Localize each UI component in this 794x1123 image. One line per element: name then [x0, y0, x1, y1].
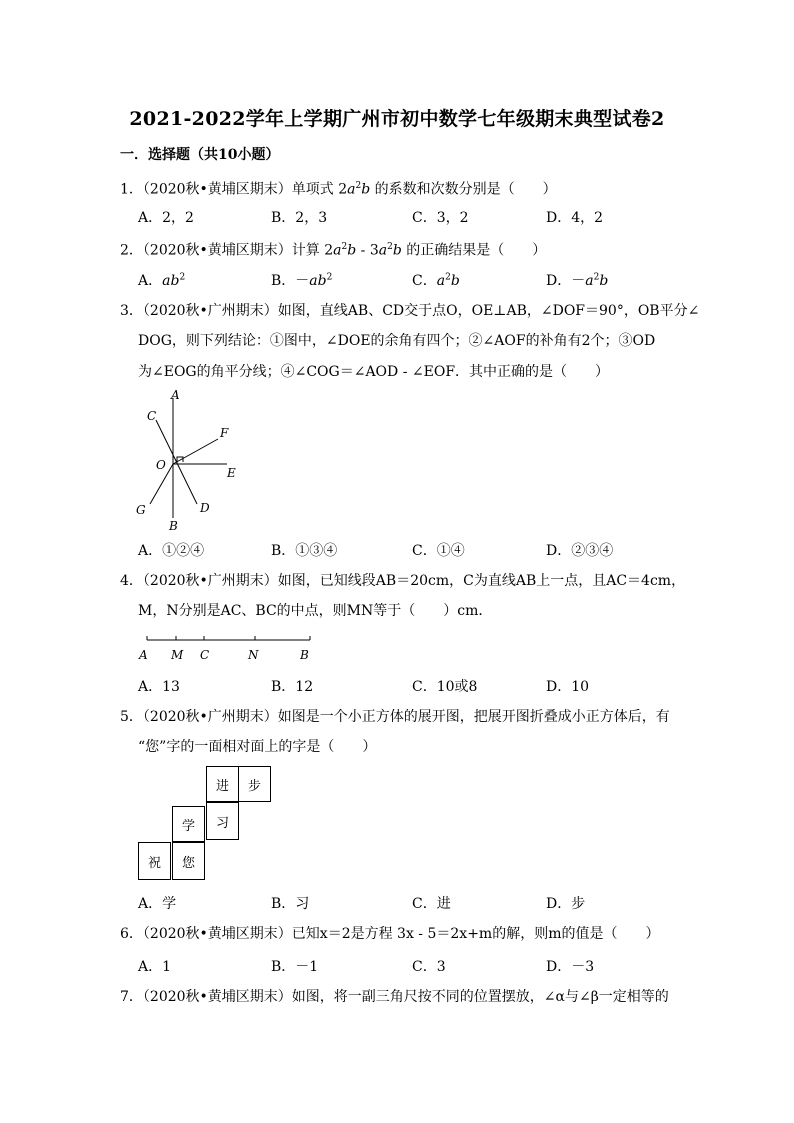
q3-option-b[interactable]: B．①③④ — [271, 543, 338, 559]
q2-term2-exp: 2 — [387, 242, 393, 252]
net-cell-xi: 习 — [206, 802, 239, 840]
question-2 — [120, 237, 546, 261]
cube-net-figure — [138, 766, 278, 882]
q2-term1-b: b — [347, 242, 357, 259]
q6-option-b[interactable]: B．－1 — [271, 959, 319, 975]
q2-option-c[interactable]: C．$a^2b$ — [412, 272, 460, 289]
question-4-line-2: M，N分别是AC、BC的中点，则MN等于（ ）cm． — [138, 603, 493, 619]
seg-label-c: C — [200, 648, 210, 662]
q5-option-a[interactable]: A．学 — [138, 896, 177, 912]
q1-exponent: 2 — [355, 181, 362, 191]
label-e: E — [227, 466, 236, 480]
q6-option-a[interactable]: A．1 — [138, 959, 172, 975]
q4-option-b[interactable]: B．12 — [271, 679, 314, 695]
label-f: F — [220, 426, 229, 440]
q5-option-d[interactable]: D．步 — [546, 896, 586, 912]
q2-text-mid: - 3 — [356, 242, 379, 259]
question-5-line-1: 5．（2020秋•广州期末）如图是一个小正方体的展开图，把展开图折叠成小正方体后，有 — [120, 709, 670, 725]
q2-option-b[interactable]: B．$-ab^2$ — [271, 272, 333, 289]
q1-text-post: 的系数和次数分别是（ ） — [370, 181, 557, 198]
question-1 — [120, 176, 557, 200]
net-cell-zhu: 祝 — [138, 842, 171, 880]
q2-option-d[interactable]: D．$-a^2b$ — [546, 272, 609, 289]
section-heading: 一．选择题（共10小题） — [120, 147, 280, 163]
q2-text-post: 的正确结果是（ ） — [401, 242, 547, 259]
q1-option-d[interactable]: D．4，2 — [546, 210, 604, 226]
q4-option-d[interactable]: D．10 — [546, 679, 590, 695]
label-o: O — [156, 458, 166, 472]
question-3-line-3: 为∠EOG的角平分线；④∠COG＝∠AOD - ∠EOF．其中正确的是（ ） — [138, 364, 610, 380]
question-5-line-2: “您”字的一面相对面上的字是（ ） — [138, 739, 377, 755]
q2-term1-exp: 2 — [341, 242, 348, 252]
net-cell-xue: 学 — [172, 806, 205, 842]
label-g: G — [136, 503, 146, 517]
q1-option-c[interactable]: C．3，2 — [412, 210, 469, 226]
q3-option-c[interactable]: C．①④ — [412, 543, 465, 559]
question-3-line-2: DOG，则下列结论：①图中，∠DOE的余角有四个；②∠AOF的补角有2个；③OD — [138, 333, 656, 349]
q6-option-d[interactable]: D．－3 — [546, 959, 595, 975]
net-cell-jin: 进 — [206, 766, 239, 802]
q1-var-b: b — [361, 181, 371, 198]
q6-option-c[interactable]: C．3 — [412, 959, 446, 975]
q2-text-pre: 2．（2020秋•黄埔区期末）计算 2 — [120, 242, 334, 259]
label-c: C — [147, 409, 157, 423]
ray-of — [173, 439, 218, 464]
q2-option-a[interactable]: A．$ab^2$ — [138, 272, 186, 289]
label-b: B — [169, 519, 178, 533]
q2-term1-a: a — [333, 242, 342, 259]
q2-term2-b: b — [392, 242, 402, 259]
q2-term2-a: a — [378, 242, 388, 259]
question-6: 6．（2020秋•黄埔区期末）已知x＝2是方程 3x - 5＝2x+m的解，则m的值是（ ） — [120, 926, 660, 942]
q3-option-d[interactable]: D．②③④ — [546, 543, 614, 559]
seg-label-m: M — [171, 648, 184, 662]
question-4-line-1: 4．（2020秋•广州期末）如图，已知线段AB＝20cm，C为直线AB上一点，且AC＝4cm， — [120, 573, 686, 589]
q4-option-a[interactable]: A．13 — [138, 679, 180, 695]
q1-option-b[interactable]: B．2，3 — [271, 210, 328, 226]
segment-figure — [138, 630, 318, 664]
q3-option-a[interactable]: A．①②④ — [138, 543, 205, 559]
question-3-line-1: 3．（2020秋•广州期末）如图，直线AB、CD交于点O，OE⊥AB，∠DOF＝90°，OB平分∠ — [120, 303, 700, 319]
page-title: 2021-2022学年上学期广州市初中数学七年级期末典型试卷2 — [129, 108, 665, 130]
q5-option-c[interactable]: C．进 — [412, 896, 451, 912]
label-a: A — [171, 388, 180, 402]
q1-text-pre: 1．（2020秋•黄埔区期末）单项式 2 — [120, 181, 348, 198]
question-7: 7．（2020秋•黄埔区期末）如图，将一副三角尺按不同的位置摆放，∠α与∠β一定相等的 — [120, 989, 669, 1005]
net-cell-nin: 您 — [172, 842, 205, 880]
q5-option-b[interactable]: B．习 — [271, 896, 310, 912]
seg-label-b: B — [300, 648, 309, 662]
seg-label-a: A — [139, 648, 148, 662]
net-cell-bu: 步 — [238, 766, 271, 802]
seg-label-n: N — [248, 648, 259, 662]
label-d: D — [200, 501, 210, 515]
q1-var-a: a — [347, 181, 356, 198]
angle-figure — [130, 386, 250, 536]
q1-option-a[interactable]: A．2，2 — [138, 210, 194, 226]
q4-option-c[interactable]: C．10或8 — [412, 679, 478, 695]
